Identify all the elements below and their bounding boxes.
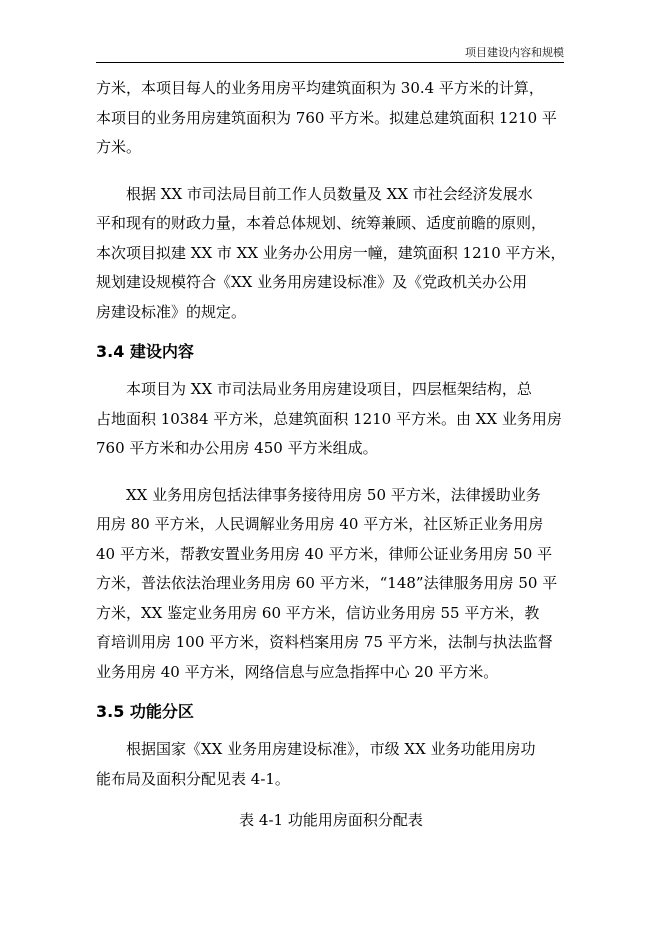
text-line: 本项目的业务用房建筑面积为 760 平方米。拟建总建筑面积 1210 平 xyxy=(96,108,557,127)
text-line: 本次项目拟建 XX 市 XX 业务办公用房一幢，建筑面积 1210 平方米， xyxy=(96,243,566,262)
paragraph-project-overview xyxy=(96,375,566,464)
text-line: 房建设标准》的规定。 xyxy=(96,302,247,321)
text-line: 规划建设规模符合《XX 业务用房建设标准》及《党政机关办公用 xyxy=(96,273,528,291)
text-line: 根据 XX 市司法局目前工作人员数量及 XX 市社会经济发展水 xyxy=(126,184,533,203)
text-line: 本项目为 XX 市司法局业务用房建设项目，四层框架结构，总 xyxy=(126,380,532,398)
running-header-title: 项目建设内容和规模 xyxy=(465,46,564,59)
text-line: XX 业务用房包括法律事务接待用房 50 平方米，法律援助业务 xyxy=(126,485,541,504)
text-line: 用房 80 平方米，人民调解业务用房 40 平方米，社区矫正业务用房 xyxy=(96,515,544,533)
text-line: 760 平方米和办公用房 450 平方米组成。 xyxy=(96,439,378,457)
text-line: 平和现有的财政力量，本着总体规划、统筹兼顾、适度前瞻的原则， xyxy=(96,214,547,232)
text-line: 根据国家《XX 业务用房建设标准》，市级 XX 业务功能用房功 xyxy=(126,740,536,758)
section-heading-functional-zoning: 3.5 功能分区 xyxy=(96,702,194,721)
paragraph-zoning-reference xyxy=(96,735,566,794)
text-line: 方米，本项目每人的业务用房平均建筑面积为 30.4 平方米的计算， xyxy=(96,79,544,97)
paragraph-planning-basis xyxy=(96,180,566,328)
table-caption: 表 4-1 功能用房面积分配表 xyxy=(239,811,423,829)
header-divider xyxy=(96,62,564,63)
text-line: 业务用房 40 平方米，网络信息与应急指挥中心 20 平方米。 xyxy=(96,662,499,681)
text-line: 方米。 xyxy=(96,138,142,156)
page-body xyxy=(96,74,566,835)
text-line: 40 平方米，帮教安置业务用房 40 平方米，律师公证业务用房 50 平 xyxy=(96,544,553,563)
text-line: 方米，普法依法治理业务用房 60 平方米，“148”法律服务用房 50 平 xyxy=(96,574,558,592)
paragraph-room-breakdown xyxy=(96,481,566,688)
text-line: 占地面积 10384 平方米，总建筑面积 1210 平方米。由 XX 业务用房 xyxy=(96,409,562,428)
text-line: 方米，XX 鉴定业务用房 60 平方米，信访业务用房 55 平方米，教 xyxy=(96,603,540,622)
paragraph-building-area-continued xyxy=(96,74,566,163)
section-heading-construction-content: 3.4 建设内容 xyxy=(96,342,194,361)
text-line: 能布局及面积分配见表 4-1。 xyxy=(96,769,290,788)
text-line: 育培训用房 100 平方米，资料档案用房 75 平方米，法制与执法监督 xyxy=(96,633,553,651)
